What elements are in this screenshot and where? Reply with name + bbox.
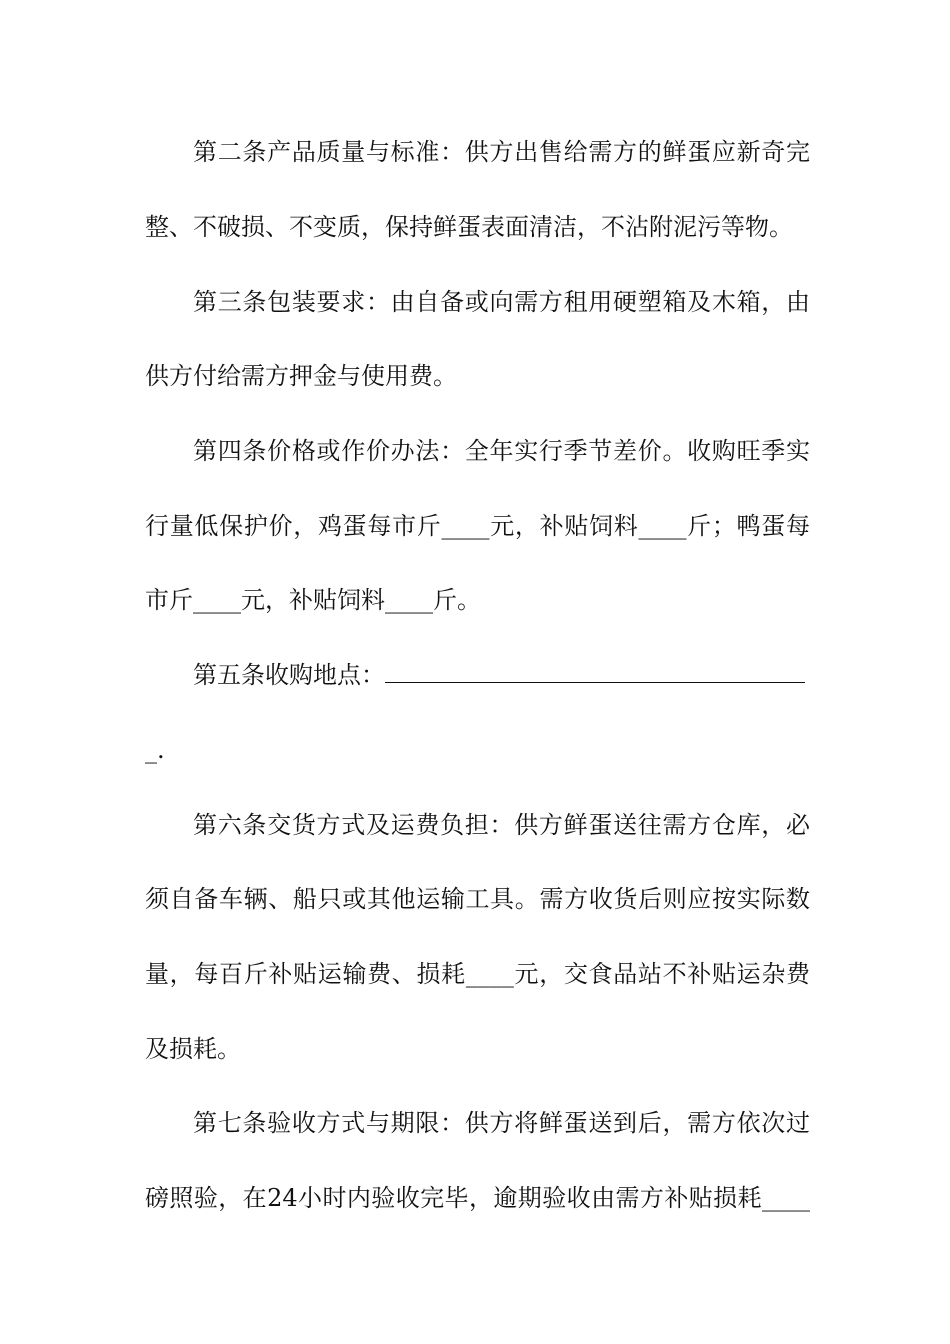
location-blank-line	[385, 660, 805, 683]
article-3-line-1: 第三条包装要求：由自备或向需方租用硬塑箱及木箱，由	[193, 288, 810, 316]
article-5-line-1	[193, 655, 810, 695]
article-5-label: 第五条收购地点：	[193, 661, 385, 689]
article-6-line-1: 第六条交货方式及运费负担：供方鲜蛋送往需方仓库，必	[193, 811, 810, 839]
article-7-line-2: 磅照验，在24小时内验收完毕，逾期验收由需方补贴损耗____	[145, 1184, 810, 1212]
article-6-line-4: 及损耗。	[145, 1035, 241, 1063]
article-4-line-3: 市斤____元，补贴饲料____斤。	[145, 586, 481, 614]
article-4-line-2: 行量低保护价，鸡蛋每市斤____元，补贴饲料____斤；鸭蛋每	[145, 512, 810, 540]
article-3-line-2: 供方付给需方押金与使用费。	[145, 362, 457, 390]
article-5-line-2: _.	[145, 736, 165, 764]
article-4-line-1: 第四条价格或作价办法：全年实行季节差价。收购旺季实	[193, 437, 810, 465]
article-6-line-2: 须自备车辆、船只或其他运输工具。需方收货后则应按实际数	[145, 885, 810, 913]
article-6-line-3: 量，每百斤补贴运输费、损耗____元，交食品站不补贴运杂费	[145, 960, 810, 988]
article-2-line-1: 第二条产品质量与标准：供方出售给需方的鲜蛋应新奇完	[193, 138, 810, 166]
article-2-line-2: 整、不破损、不变质，保持鲜蛋表面清洁，不沾附泥污等物。	[145, 213, 793, 241]
article-7-line-1: 第七条验收方式与期限：供方将鲜蛋送到后，需方依次过	[193, 1109, 810, 1137]
